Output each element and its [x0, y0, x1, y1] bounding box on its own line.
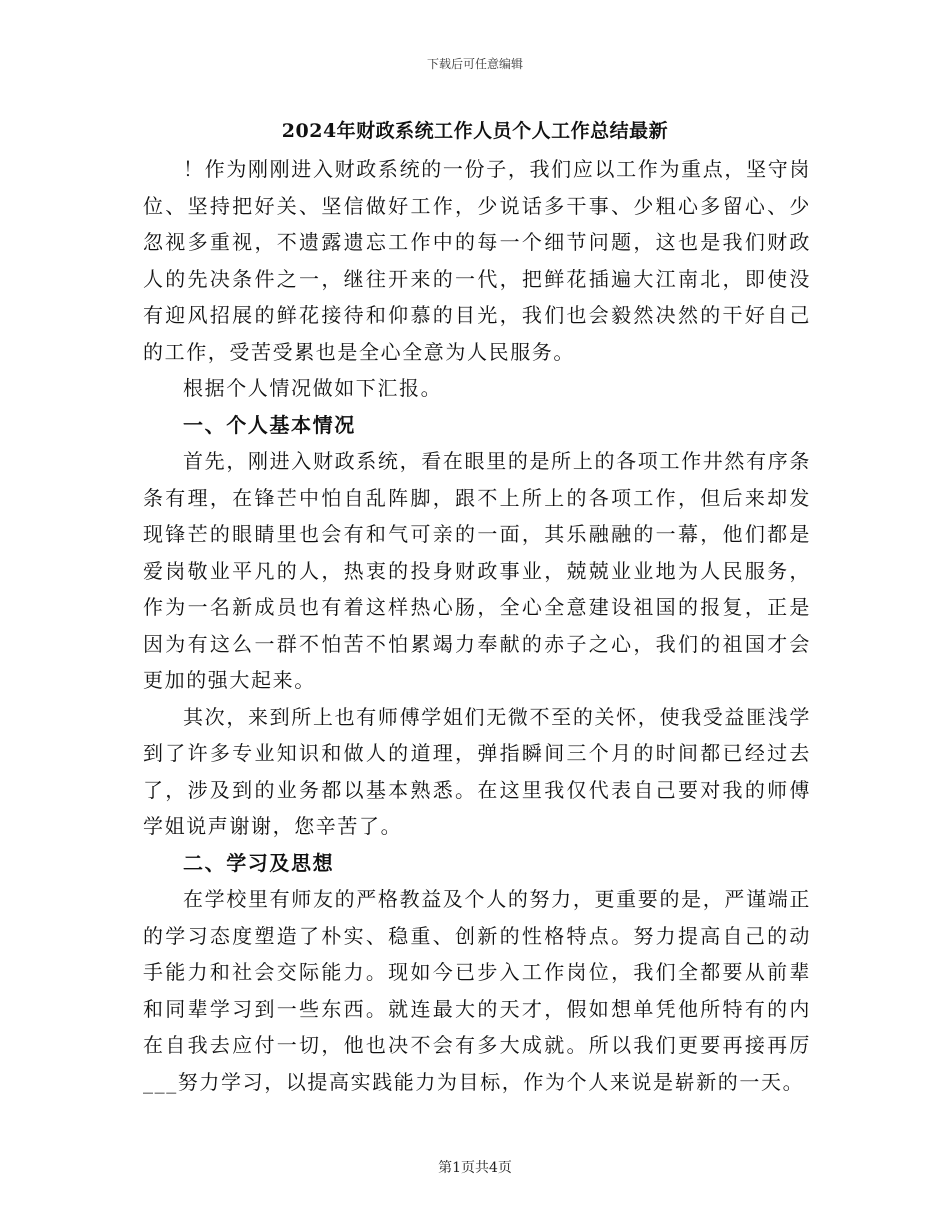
paragraph-first: 首先，刚进入财政系统，看在眼里的是所上的各项工作井然有序条条有理，在锋芒中怕自乱阵脚，跟不上所上的各项工作，但后来却发现锋芒的眼睛里也会有和气可亲的一面，其乐融融的一幕，他们都是爱岗敬业平凡的人，热衷的投身财政事业，兢兢业业地为人民服务，作为一名新成员也有着这样热心肠，全心全意建设祖国的报复，正是因为有这么一群不怕苦不怕累竭力奉献的赤子之心，我们的祖国才会更加的强大起来。	[143, 449, 811, 692]
section-heading-study: 二、学习及思想	[183, 850, 335, 875]
paragraph-intro: ！作为刚刚进入财政系统的一份子，我们应以工作为重点，坚守岗位、坚持把好关、坚信做好工作，少说话多干事、少粗心多留心、少忽视多重视，不遗露遗忘工作中的每一个细节问题，这也是我们财政人的先决条件之一，继往开来的一代，把鲜花插遍大江南北，即使没有迎风招展的鲜花接待和仰慕的目光，我们也会毅然决然的干好自己的工作，受苦受累也是全心全意为人民服务。	[143, 157, 811, 364]
page-header-note: 下载后可任意编辑	[426, 57, 523, 71]
document-body	[143, 151, 811, 1100]
page-number: 第1页共4页	[438, 1160, 512, 1176]
document-title: 2024年财政系统工作人员个人工作总结最新	[281, 120, 669, 142]
paragraph-study: 在学校里有师友的严格教益及个人的努力，更重要的是，严谨端正的学习态度塑造了朴实、稳重、创新的性格特点。努力提高自己的动手能力和社会交际能力。现如今已步入工作岗位，我们全都要从前辈和同辈学习到一些东西。就连最大的天才，假如想单凭他所特有的内在自我去应付一切，他也决不会有多大成就。所以我们更要再接再厉___努力学习，以提高实践能力为目标，作为个人来说是崭新的一天。	[143, 887, 811, 1094]
paragraph-second: 其次，来到所上也有师傅学姐们无微不至的关怀，使我受益匪浅学到了许多专业知识和做人的道理，弹指瞬间三个月的时间都已经过去了，涉及到的业务都以基本熟悉。在这里我仅代表自己要对我的师傅学姐说声谢谢，您辛苦了。	[143, 704, 811, 838]
paragraph-report: 根据个人情况做如下汇报。	[183, 376, 443, 400]
section-heading-basic-info: 一、个人基本情况	[183, 412, 356, 437]
